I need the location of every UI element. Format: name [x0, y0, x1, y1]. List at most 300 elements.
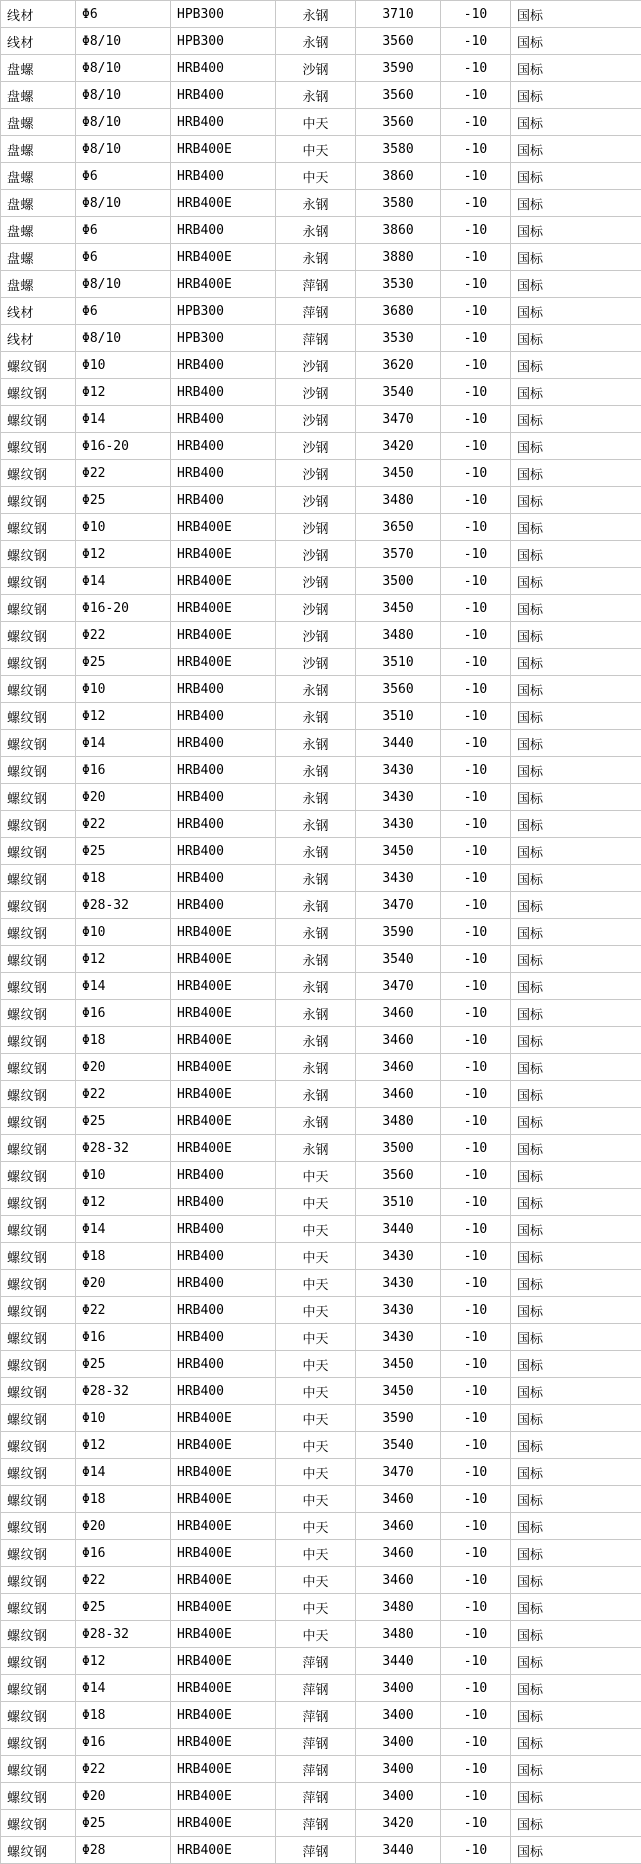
- cell-price: 3560: [356, 1162, 441, 1189]
- cell-price-change: -10: [441, 1108, 511, 1135]
- cell-product-name: 盘螺: [1, 55, 76, 82]
- cell-standard: 国标: [511, 1000, 641, 1027]
- cell-product-name: 盘螺: [1, 217, 76, 244]
- cell-price: 3450: [356, 1351, 441, 1378]
- cell-price-change: -10: [441, 1405, 511, 1432]
- cell-price-change: -10: [441, 1270, 511, 1297]
- cell-factory: 沙钢: [276, 352, 356, 379]
- cell-factory: 中天: [276, 136, 356, 163]
- table-row: [1, 1297, 641, 1324]
- cell-spec: Φ16: [76, 1540, 171, 1567]
- cell-product-name: 螺纹钢: [1, 1243, 76, 1270]
- table-row: [1, 55, 641, 82]
- cell-factory: 永钢: [276, 1, 356, 28]
- cell-standard: 国标: [511, 1324, 641, 1351]
- cell-factory: 萍钢: [276, 1837, 356, 1864]
- cell-factory: 沙钢: [276, 514, 356, 541]
- cell-material-grade: HRB400E: [171, 1513, 276, 1540]
- cell-material-grade: HRB400E: [171, 919, 276, 946]
- cell-factory: 永钢: [276, 1027, 356, 1054]
- cell-material-grade: HRB400E: [171, 1756, 276, 1783]
- cell-price: 3540: [356, 379, 441, 406]
- cell-price-change: -10: [441, 1297, 511, 1324]
- cell-material-grade: HRB400E: [171, 1081, 276, 1108]
- cell-standard: 国标: [511, 1594, 641, 1621]
- cell-price: 3510: [356, 649, 441, 676]
- cell-material-grade: HRB400: [171, 1243, 276, 1270]
- cell-product-name: 螺纹钢: [1, 595, 76, 622]
- cell-factory: 中天: [276, 1189, 356, 1216]
- table-row: [1, 1783, 641, 1810]
- cell-price: 3480: [356, 1621, 441, 1648]
- cell-spec: Φ22: [76, 1756, 171, 1783]
- cell-material-grade: HRB400: [171, 406, 276, 433]
- cell-material-grade: HPB300: [171, 28, 276, 55]
- table-row: [1, 622, 641, 649]
- cell-price-change: -10: [441, 163, 511, 190]
- table-row: [1, 1000, 641, 1027]
- cell-material-grade: HRB400E: [171, 1810, 276, 1837]
- cell-price-change: -10: [441, 1756, 511, 1783]
- cell-product-name: 螺纹钢: [1, 1756, 76, 1783]
- cell-product-name: 螺纹钢: [1, 1621, 76, 1648]
- cell-price: 3500: [356, 568, 441, 595]
- cell-material-grade: HRB400E: [171, 595, 276, 622]
- table-row: [1, 1810, 641, 1837]
- cell-price: 3540: [356, 946, 441, 973]
- cell-price-change: -10: [441, 811, 511, 838]
- cell-price: 3540: [356, 1432, 441, 1459]
- cell-standard: 国标: [511, 1270, 641, 1297]
- table-row: [1, 1027, 641, 1054]
- cell-product-name: 盘螺: [1, 82, 76, 109]
- cell-price: 3460: [356, 1027, 441, 1054]
- cell-product-name: 螺纹钢: [1, 811, 76, 838]
- table-row: [1, 1567, 641, 1594]
- cell-standard: 国标: [511, 946, 641, 973]
- cell-price: 3460: [356, 1054, 441, 1081]
- cell-price: 3560: [356, 82, 441, 109]
- cell-product-name: 螺纹钢: [1, 1729, 76, 1756]
- table-row: [1, 109, 641, 136]
- cell-factory: 沙钢: [276, 406, 356, 433]
- cell-price: 3470: [356, 973, 441, 1000]
- cell-factory: 沙钢: [276, 460, 356, 487]
- cell-standard: 国标: [511, 487, 641, 514]
- cell-factory: 中天: [276, 1459, 356, 1486]
- cell-material-grade: HRB400E: [171, 1621, 276, 1648]
- cell-material-grade: HRB400E: [171, 1702, 276, 1729]
- table-row: [1, 1162, 641, 1189]
- cell-standard: 国标: [511, 1054, 641, 1081]
- cell-price-change: -10: [441, 595, 511, 622]
- cell-factory: 沙钢: [276, 595, 356, 622]
- cell-price: 3430: [356, 784, 441, 811]
- cell-material-grade: HRB400: [171, 379, 276, 406]
- cell-price: 3430: [356, 811, 441, 838]
- cell-factory: 萍钢: [276, 1648, 356, 1675]
- cell-product-name: 线材: [1, 28, 76, 55]
- cell-price-change: -10: [441, 1594, 511, 1621]
- cell-product-name: 螺纹钢: [1, 1783, 76, 1810]
- cell-standard: 国标: [511, 1621, 641, 1648]
- cell-material-grade: HRB400: [171, 892, 276, 919]
- cell-price-change: -10: [441, 136, 511, 163]
- cell-factory: 沙钢: [276, 649, 356, 676]
- cell-price: 3560: [356, 676, 441, 703]
- cell-spec: Φ6: [76, 244, 171, 271]
- cell-factory: 永钢: [276, 757, 356, 784]
- cell-price: 3580: [356, 190, 441, 217]
- cell-material-grade: HRB400E: [171, 1648, 276, 1675]
- cell-price-change: -10: [441, 1459, 511, 1486]
- cell-product-name: 螺纹钢: [1, 1135, 76, 1162]
- cell-product-name: 螺纹钢: [1, 919, 76, 946]
- cell-price-change: -10: [441, 217, 511, 244]
- cell-factory: 永钢: [276, 703, 356, 730]
- cell-spec: Φ20: [76, 1270, 171, 1297]
- cell-spec: Φ20: [76, 1054, 171, 1081]
- cell-standard: 国标: [511, 703, 641, 730]
- table-row: [1, 946, 641, 973]
- cell-material-grade: HRB400: [171, 1270, 276, 1297]
- cell-spec: Φ18: [76, 1243, 171, 1270]
- cell-price: 3460: [356, 1567, 441, 1594]
- cell-product-name: 螺纹钢: [1, 1324, 76, 1351]
- cell-product-name: 螺纹钢: [1, 703, 76, 730]
- cell-product-name: 螺纹钢: [1, 1108, 76, 1135]
- cell-product-name: 螺纹钢: [1, 1648, 76, 1675]
- cell-spec: Φ10: [76, 676, 171, 703]
- cell-standard: 国标: [511, 1108, 641, 1135]
- cell-material-grade: HRB400: [171, 1378, 276, 1405]
- cell-price: 3420: [356, 1810, 441, 1837]
- cell-product-name: 螺纹钢: [1, 973, 76, 1000]
- cell-standard: 国标: [511, 1783, 641, 1810]
- table-row: [1, 1594, 641, 1621]
- cell-standard: 国标: [511, 1648, 641, 1675]
- cell-product-name: 盘螺: [1, 190, 76, 217]
- cell-price: 3450: [356, 460, 441, 487]
- cell-material-grade: HRB400: [171, 1297, 276, 1324]
- cell-standard: 国标: [511, 379, 641, 406]
- cell-material-grade: HRB400E: [171, 1783, 276, 1810]
- table-row: [1, 217, 641, 244]
- cell-product-name: 螺纹钢: [1, 730, 76, 757]
- cell-price-change: -10: [441, 1351, 511, 1378]
- table-row: [1, 1540, 641, 1567]
- table-row: [1, 1243, 641, 1270]
- cell-material-grade: HRB400: [171, 55, 276, 82]
- cell-material-grade: HRB400: [171, 433, 276, 460]
- cell-price: 3650: [356, 514, 441, 541]
- cell-price-change: -10: [441, 406, 511, 433]
- table-row: [1, 406, 641, 433]
- table-row: [1, 379, 641, 406]
- cell-material-grade: HPB300: [171, 1, 276, 28]
- table-row: [1, 1270, 641, 1297]
- cell-standard: 国标: [511, 271, 641, 298]
- cell-factory: 中天: [276, 163, 356, 190]
- cell-price: 3510: [356, 703, 441, 730]
- cell-price: 3530: [356, 271, 441, 298]
- cell-price-change: -10: [441, 1000, 511, 1027]
- cell-material-grade: HRB400E: [171, 946, 276, 973]
- cell-price-change: -10: [441, 1135, 511, 1162]
- cell-price: 3880: [356, 244, 441, 271]
- cell-standard: 国标: [511, 595, 641, 622]
- cell-spec: Φ25: [76, 1108, 171, 1135]
- cell-price: 3860: [356, 163, 441, 190]
- table-row: [1, 1351, 641, 1378]
- cell-price-change: -10: [441, 676, 511, 703]
- cell-price: 3500: [356, 1135, 441, 1162]
- table-row: [1, 1486, 641, 1513]
- cell-spec: Φ6: [76, 1, 171, 28]
- cell-price-change: -10: [441, 1783, 511, 1810]
- cell-price: 3430: [356, 1243, 441, 1270]
- cell-material-grade: HRB400: [171, 865, 276, 892]
- cell-spec: Φ14: [76, 1216, 171, 1243]
- cell-spec: Φ6: [76, 163, 171, 190]
- cell-price-change: -10: [441, 1324, 511, 1351]
- cell-price-change: -10: [441, 649, 511, 676]
- cell-factory: 萍钢: [276, 325, 356, 352]
- cell-factory: 永钢: [276, 784, 356, 811]
- cell-factory: 永钢: [276, 1000, 356, 1027]
- cell-factory: 中天: [276, 1540, 356, 1567]
- cell-standard: 国标: [511, 1027, 641, 1054]
- cell-price: 3430: [356, 1270, 441, 1297]
- cell-product-name: 螺纹钢: [1, 1027, 76, 1054]
- table-row: [1, 703, 641, 730]
- cell-spec: Φ20: [76, 1513, 171, 1540]
- cell-price: 3560: [356, 28, 441, 55]
- cell-product-name: 螺纹钢: [1, 1459, 76, 1486]
- cell-product-name: 螺纹钢: [1, 514, 76, 541]
- cell-standard: 国标: [511, 1567, 641, 1594]
- cell-spec: Φ12: [76, 1648, 171, 1675]
- cell-standard: 国标: [511, 919, 641, 946]
- cell-price-change: -10: [441, 568, 511, 595]
- table-row: [1, 1, 641, 28]
- table-row: [1, 568, 641, 595]
- cell-material-grade: HRB400: [171, 487, 276, 514]
- table-row: [1, 784, 641, 811]
- cell-standard: 国标: [511, 757, 641, 784]
- cell-standard: 国标: [511, 1243, 641, 1270]
- cell-price: 3400: [356, 1729, 441, 1756]
- cell-price-change: -10: [441, 1540, 511, 1567]
- table-row: [1, 433, 641, 460]
- cell-material-grade: HRB400E: [171, 541, 276, 568]
- cell-factory: 沙钢: [276, 55, 356, 82]
- cell-product-name: 螺纹钢: [1, 649, 76, 676]
- cell-price: 3590: [356, 1405, 441, 1432]
- cell-standard: 国标: [511, 973, 641, 1000]
- cell-product-name: 螺纹钢: [1, 487, 76, 514]
- cell-price-change: -10: [441, 514, 511, 541]
- cell-spec: Φ18: [76, 1702, 171, 1729]
- cell-standard: 国标: [511, 1459, 641, 1486]
- cell-price-change: -10: [441, 487, 511, 514]
- cell-price-change: -10: [441, 838, 511, 865]
- cell-standard: 国标: [511, 28, 641, 55]
- cell-material-grade: HRB400E: [171, 973, 276, 1000]
- cell-material-grade: HRB400E: [171, 1567, 276, 1594]
- cell-factory: 中天: [276, 1297, 356, 1324]
- cell-product-name: 螺纹钢: [1, 622, 76, 649]
- cell-standard: 国标: [511, 784, 641, 811]
- table-row: [1, 352, 641, 379]
- cell-price: 3430: [356, 1324, 441, 1351]
- cell-product-name: 螺纹钢: [1, 865, 76, 892]
- cell-price-change: -10: [441, 1567, 511, 1594]
- cell-material-grade: HRB400: [171, 460, 276, 487]
- cell-price-change: -10: [441, 946, 511, 973]
- cell-factory: 中天: [276, 1405, 356, 1432]
- cell-spec: Φ6: [76, 217, 171, 244]
- table-row: [1, 919, 641, 946]
- cell-standard: 国标: [511, 1189, 641, 1216]
- cell-spec: Φ28-32: [76, 1135, 171, 1162]
- table-row: [1, 1621, 641, 1648]
- cell-spec: Φ25: [76, 649, 171, 676]
- cell-product-name: 线材: [1, 1, 76, 28]
- cell-price-change: -10: [441, 1486, 511, 1513]
- cell-standard: 国标: [511, 1486, 641, 1513]
- cell-price-change: -10: [441, 271, 511, 298]
- cell-spec: Φ16: [76, 757, 171, 784]
- cell-material-grade: HRB400E: [171, 1729, 276, 1756]
- table-row: [1, 244, 641, 271]
- cell-factory: 沙钢: [276, 487, 356, 514]
- cell-product-name: 盘螺: [1, 109, 76, 136]
- cell-standard: 国标: [511, 865, 641, 892]
- cell-price-change: -10: [441, 28, 511, 55]
- cell-factory: 永钢: [276, 865, 356, 892]
- cell-factory: 中天: [276, 1243, 356, 1270]
- cell-price: 3860: [356, 217, 441, 244]
- cell-spec: Φ8/10: [76, 325, 171, 352]
- cell-price-change: -10: [441, 1513, 511, 1540]
- cell-spec: Φ16-20: [76, 595, 171, 622]
- cell-product-name: 线材: [1, 325, 76, 352]
- cell-spec: Φ12: [76, 541, 171, 568]
- cell-product-name: 螺纹钢: [1, 784, 76, 811]
- table-row: [1, 487, 641, 514]
- cell-spec: Φ8/10: [76, 82, 171, 109]
- cell-price: 3430: [356, 865, 441, 892]
- cell-price-change: -10: [441, 892, 511, 919]
- cell-material-grade: HRB400E: [171, 271, 276, 298]
- cell-material-grade: HRB400E: [171, 649, 276, 676]
- cell-product-name: 螺纹钢: [1, 1000, 76, 1027]
- cell-standard: 国标: [511, 460, 641, 487]
- cell-material-grade: HRB400: [171, 1324, 276, 1351]
- table-row: [1, 325, 641, 352]
- cell-factory: 永钢: [276, 811, 356, 838]
- cell-spec: Φ8/10: [76, 271, 171, 298]
- cell-price-change: -10: [441, 1216, 511, 1243]
- cell-spec: Φ20: [76, 1783, 171, 1810]
- cell-spec: Φ14: [76, 568, 171, 595]
- cell-material-grade: HRB400E: [171, 1135, 276, 1162]
- cell-factory: 永钢: [276, 190, 356, 217]
- cell-material-grade: HRB400E: [171, 1486, 276, 1513]
- cell-price: 3400: [356, 1675, 441, 1702]
- cell-factory: 萍钢: [276, 1756, 356, 1783]
- cell-standard: 国标: [511, 1837, 641, 1864]
- cell-material-grade: HRB400E: [171, 514, 276, 541]
- cell-factory: 中天: [276, 1567, 356, 1594]
- cell-product-name: 螺纹钢: [1, 1054, 76, 1081]
- cell-spec: Φ22: [76, 811, 171, 838]
- cell-price-change: -10: [441, 1243, 511, 1270]
- table-row: [1, 163, 641, 190]
- cell-product-name: 盘螺: [1, 271, 76, 298]
- table-row: [1, 1189, 641, 1216]
- cell-standard: 国标: [511, 1297, 641, 1324]
- cell-price-change: -10: [441, 379, 511, 406]
- table-row: [1, 595, 641, 622]
- table-row: [1, 82, 641, 109]
- cell-price-change: -10: [441, 82, 511, 109]
- cell-standard: 国标: [511, 1081, 641, 1108]
- cell-spec: Φ18: [76, 1027, 171, 1054]
- cell-product-name: 螺纹钢: [1, 1567, 76, 1594]
- cell-price-change: -10: [441, 1027, 511, 1054]
- cell-price: 3480: [356, 622, 441, 649]
- table-row: [1, 1324, 641, 1351]
- cell-spec: Φ14: [76, 1675, 171, 1702]
- cell-price: 3400: [356, 1783, 441, 1810]
- cell-price-change: -10: [441, 1, 511, 28]
- cell-factory: 永钢: [276, 919, 356, 946]
- cell-price-change: -10: [441, 109, 511, 136]
- cell-factory: 永钢: [276, 82, 356, 109]
- cell-material-grade: HPB300: [171, 298, 276, 325]
- cell-price: 3430: [356, 1297, 441, 1324]
- table-row: [1, 757, 641, 784]
- cell-standard: 国标: [511, 1675, 641, 1702]
- cell-spec: Φ12: [76, 1189, 171, 1216]
- cell-standard: 国标: [511, 811, 641, 838]
- cell-spec: Φ18: [76, 1486, 171, 1513]
- cell-product-name: 盘螺: [1, 244, 76, 271]
- table-row: [1, 1837, 641, 1864]
- cell-standard: 国标: [511, 433, 641, 460]
- table-row: [1, 1135, 641, 1162]
- cell-material-grade: HRB400: [171, 730, 276, 757]
- cell-product-name: 螺纹钢: [1, 1351, 76, 1378]
- cell-factory: 永钢: [276, 28, 356, 55]
- cell-factory: 萍钢: [276, 1729, 356, 1756]
- cell-price: 3480: [356, 1108, 441, 1135]
- cell-spec: Φ12: [76, 379, 171, 406]
- cell-price-change: -10: [441, 865, 511, 892]
- cell-spec: Φ8/10: [76, 28, 171, 55]
- cell-factory: 永钢: [276, 946, 356, 973]
- cell-standard: 国标: [511, 1513, 641, 1540]
- cell-material-grade: HRB400: [171, 757, 276, 784]
- cell-price-change: -10: [441, 622, 511, 649]
- cell-price-change: -10: [441, 541, 511, 568]
- cell-product-name: 螺纹钢: [1, 1810, 76, 1837]
- table-row: [1, 1108, 641, 1135]
- cell-factory: 永钢: [276, 730, 356, 757]
- cell-product-name: 螺纹钢: [1, 1297, 76, 1324]
